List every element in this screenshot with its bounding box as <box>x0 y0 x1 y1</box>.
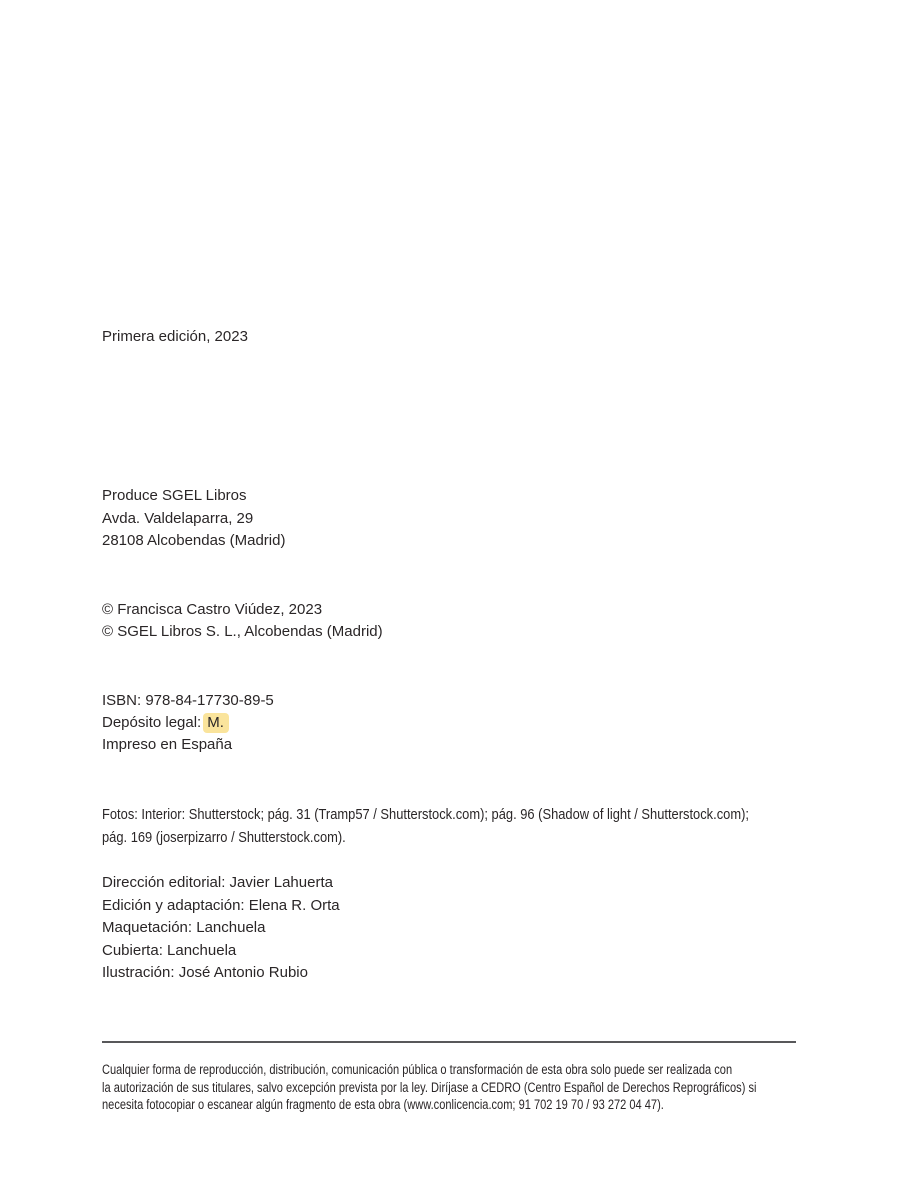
deposito-legal-line <box>102 712 802 734</box>
isbn-line: ISBN: 978-84-17730-89-5 <box>102 692 274 709</box>
copyright-block <box>102 599 802 643</box>
photo-credits-block <box>102 803 802 849</box>
edicion-adaptacion-line: Edición y adaptación: Elena R. Orta <box>102 896 340 914</box>
print-info-block <box>102 690 802 756</box>
direccion-editorial-line: Dirección editorial: Javier Lahuerta <box>102 874 333 891</box>
divider-rule <box>102 1041 796 1043</box>
photo-credits-line: Fotos: Interior: Shutterstock; pág. 31 (Tramp57 / Shutterstock.com); pág. 96 (Shadow of light / Shutterstock.com); <box>102 806 749 823</box>
publisher-line: Produce SGEL Libros <box>102 487 247 504</box>
photo-credits-line: pág. 169 (joserpizarro / Shutterstock.com). <box>102 829 346 846</box>
cubierta-line: Cubierta: Lanchuela <box>102 941 237 959</box>
impreso-line: Impreso en España <box>102 736 233 753</box>
ilustracion-line: Ilustración: José Antonio Rubio <box>102 964 308 981</box>
publisher-city-line: 28108 Alcobendas (Madrid) <box>102 532 286 549</box>
legal-notice-line: necesita fotocopiar o escanear algún fragmento de esta obra (www.conlicencia.com; 91 702 19 70 / 93 272 04 47). <box>102 1097 664 1112</box>
deposito-legal-highlight: M. <box>203 713 229 733</box>
legal-notice-line: la autorización de sus titulares, salvo excepción prevista por la ley. Diríjase a CEDRO (Centro Español de Derechos Reprográficos) si <box>102 1079 757 1095</box>
legal-notice-line: Cualquier forma de reproducción, distribución, comunicación pública o transformación de esta obra solo puede ser realizada con <box>102 1062 733 1077</box>
deposito-legal-label: Depósito legal: <box>102 714 202 731</box>
editorial-credits-block <box>102 872 802 985</box>
publisher-block <box>102 485 802 553</box>
edition-line: Primera edición, 2023 <box>102 328 248 345</box>
maquetacion-line: Maquetación: Lanchuela <box>102 919 266 936</box>
legal-notice-block <box>102 1061 802 1114</box>
copyright-publisher-line: © SGEL Libros S. L., Alcobendas (Madrid) <box>102 623 383 640</box>
copyright-author-line: © Francisca Castro Viúdez, 2023 <box>102 601 323 618</box>
publisher-address-line: Avda. Valdelaparra, 29 <box>102 509 254 527</box>
